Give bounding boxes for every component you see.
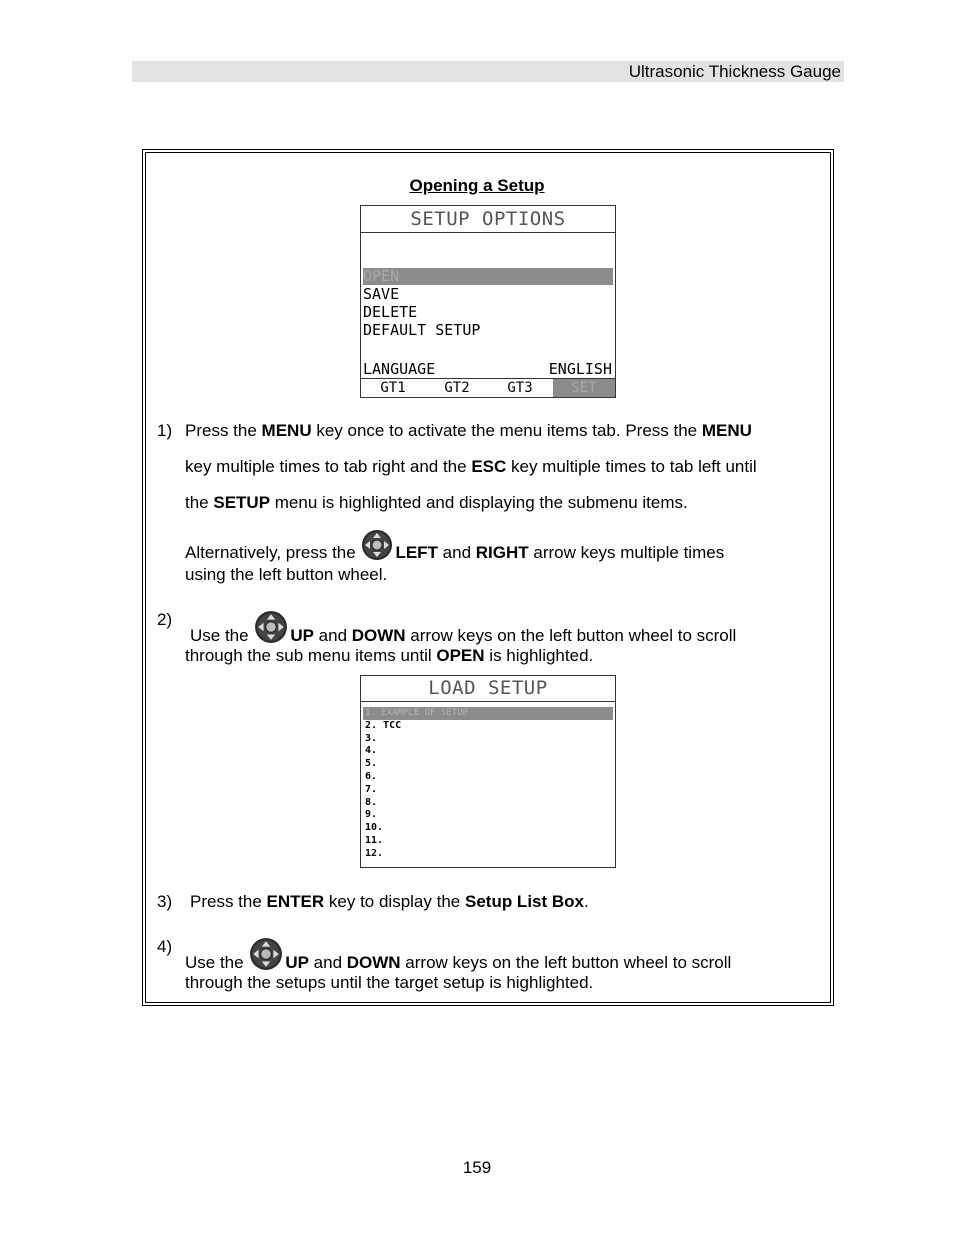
load-setup-screen — [360, 675, 616, 868]
button-wheel-icon — [254, 610, 288, 649]
tab-gt2[interactable]: GT2 — [444, 380, 470, 396]
step-1-line-3: the SETUP menu is highlighted and displaying the submenu items. — [185, 493, 688, 512]
list-item[interactable]: 2. TCC — [365, 719, 402, 731]
step-1-line-5: using the left button wheel. — [185, 565, 388, 584]
load-setup-title: LOAD SETUP — [361, 676, 615, 702]
step-4-number: 4) — [157, 937, 173, 956]
section-title: Opening a Setup — [409, 176, 545, 195]
list-item[interactable]: 1. EXAMPLE OF SETUP — [363, 707, 613, 720]
step-1-line-1: Press the MENU key once to activate the menu items tab. Press the MENU — [185, 421, 752, 440]
tab-gt3[interactable]: GT3 — [507, 380, 533, 396]
step-1-number: 1) — [157, 421, 173, 440]
list-item[interactable]: 9. — [365, 809, 378, 821]
language-value: ENGLISH — [548, 360, 612, 378]
button-wheel-icon — [249, 937, 283, 976]
list-item[interactable]: 7. — [365, 783, 378, 795]
list-item[interactable]: 8. — [365, 796, 378, 808]
menu-item-default-setup[interactable]: DEFAULT SETUP — [363, 321, 481, 339]
list-item[interactable]: 6. — [365, 770, 378, 782]
step-3-line-1: Press the ENTER key to display the Setup List Box. — [190, 892, 589, 911]
step-1-line-4: Alternatively, press the LEFT and RIGHT arrow keys multiple times — [185, 529, 724, 566]
language-label: LANGUAGE — [363, 360, 436, 378]
step-3-number: 3) — [157, 892, 173, 911]
list-item[interactable]: 12. — [365, 847, 384, 859]
step-2-line-2: through the sub menu items until OPEN is highlighted. — [185, 646, 594, 665]
setup-options-title: SETUP OPTIONS — [361, 206, 615, 233]
step-4-line-2: through the setups until the target setup is highlighted. — [185, 973, 594, 992]
language-row[interactable] — [363, 360, 612, 378]
list-item[interactable]: 11. — [365, 834, 384, 846]
page-number: 159 — [462, 1158, 492, 1177]
menu-item-delete[interactable]: DELETE — [363, 303, 418, 321]
step-1-line-2: key multiple times to tab right and the ESC key multiple times to tab left until — [185, 457, 757, 476]
tab-set[interactable]: SET — [553, 379, 615, 397]
setup-list — [363, 707, 613, 861]
tab-gt1[interactable]: GT1 — [380, 380, 406, 396]
menu-item-save[interactable]: SAVE — [363, 285, 400, 303]
button-wheel-icon — [361, 529, 393, 566]
list-item[interactable]: 3. — [365, 732, 378, 744]
setup-options-screen — [360, 205, 616, 398]
list-item[interactable]: 5. — [365, 758, 378, 770]
header-bar — [132, 61, 844, 82]
step-2-number: 2) — [157, 610, 173, 629]
step-2-line-1: Use the UP and DOWN arrow keys on the left button wheel to scroll — [190, 610, 736, 649]
step-4-line-1: Use the UP and DOWN arrow keys on the left button wheel to scroll — [185, 937, 731, 976]
menu-item-open[interactable]: OPEN — [363, 268, 613, 285]
list-item[interactable]: 4. — [365, 745, 378, 757]
list-item[interactable]: 10. — [365, 822, 384, 834]
menu-tabs — [361, 378, 615, 397]
header-title: Ultrasonic Thickness Gauge — [628, 62, 841, 81]
